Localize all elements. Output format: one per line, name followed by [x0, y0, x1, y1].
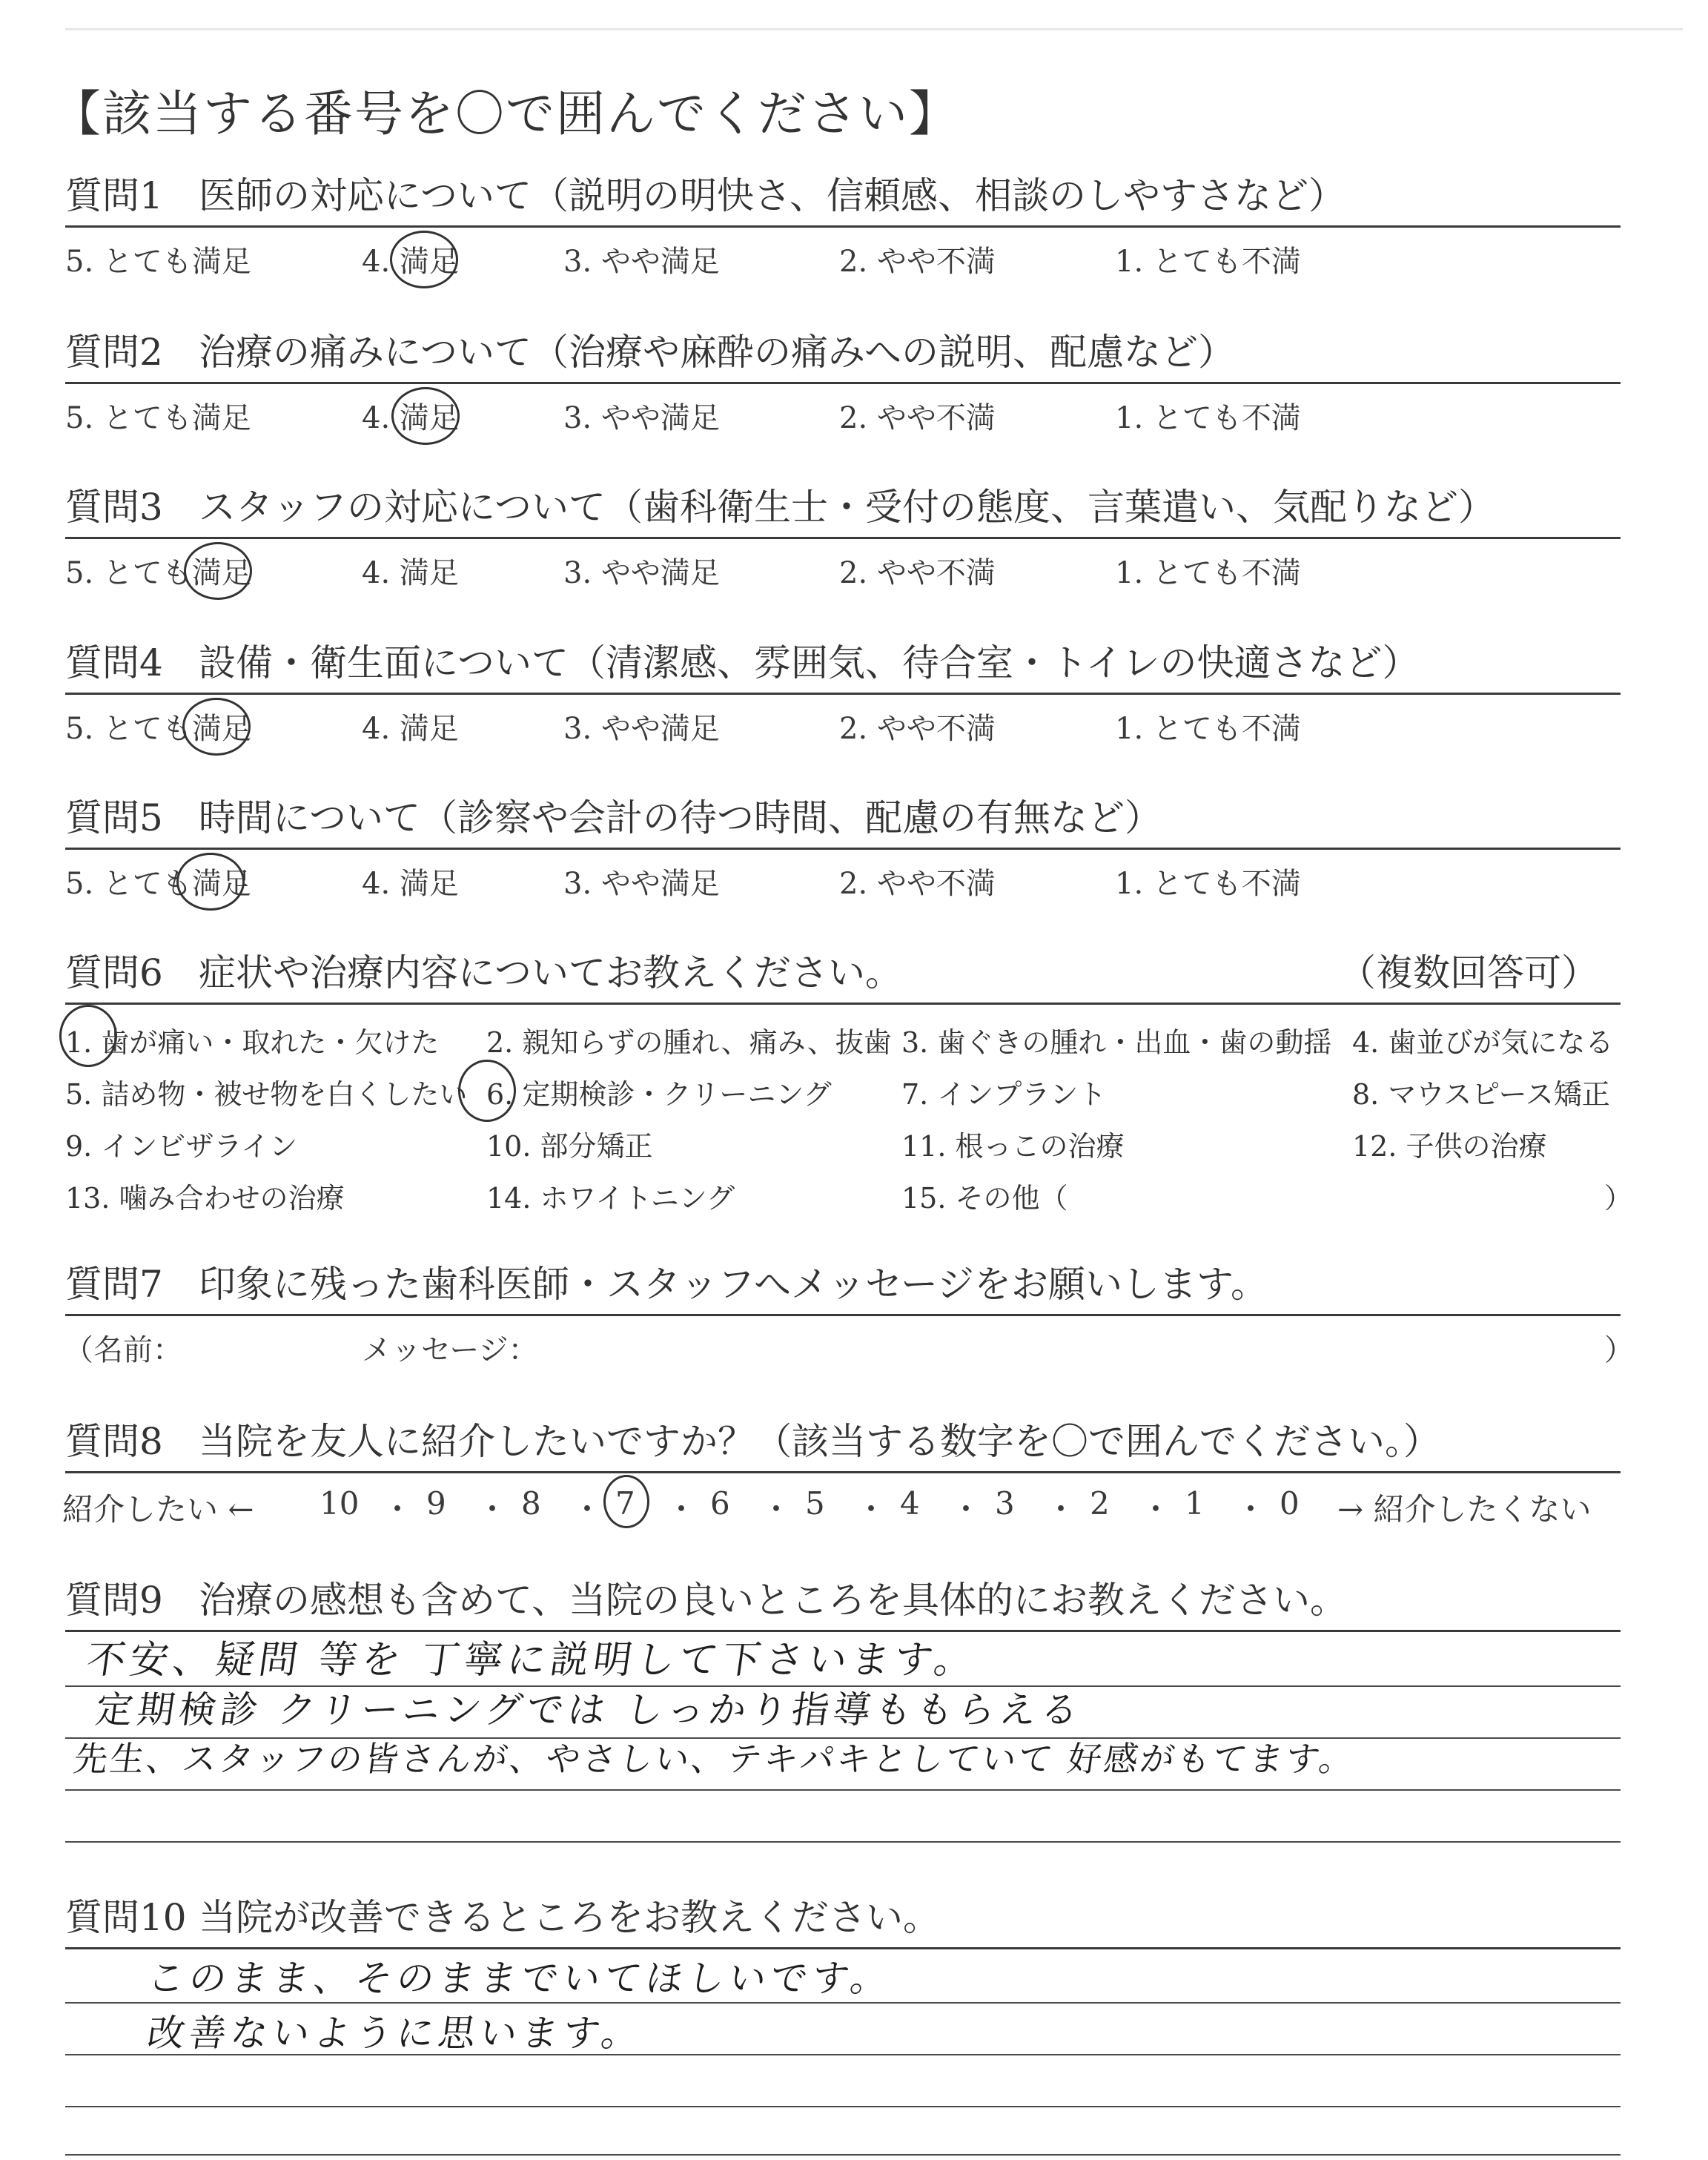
treatment-option[interactable]: 10. 部分矯正 — [486, 1130, 653, 1163]
question-number: 質問7 — [65, 1263, 163, 1306]
handwritten-circle-mark — [390, 231, 458, 288]
rating-options — [65, 384, 1621, 436]
option-5[interactable]: 5. とても満足 — [65, 245, 251, 279]
question-text: スタッフの対応について（歯科衛生士・受付の態度、言葉遣い、気配りなど） — [199, 486, 1495, 529]
page-heading: 【該当する番号を〇で囲んでください】 — [52, 85, 959, 142]
question-10 — [65, 1894, 1621, 1949]
handwritten-circle-mark — [184, 542, 252, 600]
question-6 — [65, 949, 1633, 1220]
scale-number[interactable]: 5 — [805, 1485, 825, 1522]
handwritten-circle-mark — [59, 1005, 117, 1067]
question-number: 質問4 — [65, 641, 163, 684]
question-5 — [65, 794, 1621, 902]
treatment-option[interactable]: 6. 定期検診・クリーニング — [486, 1078, 832, 1111]
option-5[interactable]: 5. とても満足 — [65, 867, 251, 901]
question-5-title — [65, 794, 1621, 843]
option-3[interactable]: 3. やや満足 — [563, 245, 720, 279]
answer-line — [65, 1841, 1621, 1843]
handwritten-circle-mark — [391, 387, 460, 445]
option-1[interactable]: 1. とても不満 — [1115, 401, 1301, 435]
treatment-option[interactable]: 12. 子供の治療 — [1352, 1130, 1547, 1163]
option-2[interactable]: 2. やや不満 — [839, 556, 996, 590]
scale-dot: ・ — [761, 1491, 792, 1527]
treatment-option[interactable]: 3. 歯ぐきの腫れ・出血・歯の動揺 — [901, 1026, 1332, 1059]
question-text: 症状や治療内容についてお教えください。 — [199, 951, 902, 994]
question-7 — [64, 1261, 1634, 1368]
option-2[interactable]: 2. やや不満 — [839, 712, 996, 746]
handwritten-answer-line: 先生、スタッフの皆さんが、やさしい、テキパキとしていて 好感がもてます。 — [70, 1739, 1359, 1779]
scale-number[interactable]: 7 — [615, 1485, 635, 1522]
option-3[interactable]: 3. やや満足 — [563, 401, 720, 435]
option-4[interactable]: 4. 満足 — [362, 712, 459, 746]
scale-dot: ・ — [1045, 1491, 1077, 1527]
question-9 — [65, 1576, 1621, 1632]
scale-dot: ・ — [950, 1491, 982, 1527]
question-8-title — [65, 1418, 1621, 1467]
question-1 — [65, 172, 1621, 280]
treatment-option[interactable]: 1. 歯が痛い・取れた・欠けた — [65, 1026, 440, 1059]
message-fields — [64, 1316, 1634, 1368]
treatment-option[interactable]: 11. 根っこの治療 — [901, 1130, 1125, 1163]
question-2 — [65, 328, 1621, 436]
option-4[interactable]: 4. 満足 — [362, 245, 459, 279]
scale-number[interactable]: 8 — [521, 1485, 541, 1522]
question-6-title — [65, 949, 1621, 998]
handwritten-answer-line: 不安、疑問 等を 丁寧に説明して下さいます。 — [84, 1638, 981, 1682]
question-text: 設備・衛生面について（清潔感、雰囲気、待合室・トイレの快適さなど） — [199, 641, 1420, 684]
question-7-title — [65, 1261, 1621, 1309]
scale-dot: ・ — [666, 1491, 698, 1527]
option-5[interactable]: 5. とても満足 — [65, 556, 251, 590]
question-9-title — [65, 1576, 1621, 1625]
scale-number[interactable]: 2 — [1090, 1485, 1110, 1522]
question-number: 質問5 — [65, 796, 163, 839]
scale-dot: ・ — [382, 1491, 414, 1527]
option-4[interactable]: 4. 満足 — [362, 556, 459, 590]
option-1[interactable]: 1. とても不満 — [1115, 712, 1301, 746]
scale-left-label: 紹介したい ← — [62, 1491, 254, 1527]
scale-dot: ・ — [572, 1491, 603, 1527]
recommend-scale — [62, 1473, 1621, 1533]
question-text: 治療の痛みについて（治療や麻酔の痛みへの説明、配慮など） — [199, 331, 1235, 374]
option-2[interactable]: 2. やや不満 — [839, 867, 996, 901]
option-5[interactable]: 5. とても満足 — [65, 401, 251, 435]
treatment-option[interactable]: 9. インビザライン — [65, 1130, 298, 1163]
question-8 — [62, 1418, 1621, 1533]
multiple-answers-note: （複数回答可） — [1339, 951, 1598, 994]
question-10-title — [65, 1894, 1621, 1943]
rating-options — [65, 228, 1621, 280]
rating-options — [65, 695, 1621, 747]
question-text: 時間について（診察や会計の待つ時間、配慮の有無など） — [199, 796, 1162, 839]
treatment-option[interactable]: 5. 詰め物・被せ物を白くしたい — [65, 1078, 468, 1111]
scale-right-label: → 紹介したくない — [1337, 1491, 1592, 1527]
question-number: 質問6 — [65, 951, 163, 994]
option-1[interactable]: 1. とても不満 — [1115, 867, 1301, 901]
question-3 — [65, 483, 1621, 591]
option-1[interactable]: 1. とても不満 — [1115, 556, 1301, 590]
handwritten-answer-line: 定期検診 クリーニングでは しっかり指導ももらえる — [93, 1688, 1086, 1731]
scale-dot: ・ — [1140, 1491, 1172, 1527]
message-close-paren: ） — [1604, 1333, 1634, 1367]
handwritten-circle-mark — [182, 698, 251, 756]
question-text: 当院を友人に紹介したいですか？（該当する数字を〇で囲んでください。） — [199, 1420, 1440, 1463]
scale-number[interactable]: 6 — [710, 1485, 730, 1522]
option-4[interactable]: 4. 満足 — [362, 867, 459, 901]
handwritten-answer-line: 改善ないように思います。 — [145, 2012, 646, 2055]
answer-line — [65, 2106, 1621, 2107]
scale-number[interactable]: 0 — [1280, 1485, 1300, 1522]
question-number: 質問9 — [65, 1579, 163, 1622]
name-label: （名前： — [64, 1333, 182, 1367]
question-4 — [65, 639, 1621, 747]
handwritten-circle-mark — [603, 1475, 649, 1528]
option-3[interactable]: 3. やや満足 — [563, 867, 720, 901]
scale-dot: ・ — [855, 1491, 887, 1527]
question-number: 質問2 — [65, 331, 163, 374]
treatment-option[interactable]: 15. その他（ — [901, 1182, 1068, 1215]
question-number: 質問10 — [65, 1896, 187, 1939]
question-1-title — [65, 172, 1621, 221]
treatment-option[interactable]: 2. 親知らずの腫れ、痛み、抜歯 — [486, 1026, 892, 1059]
option-2[interactable]: 2. やや不満 — [839, 401, 996, 435]
message-label: メッセージ： — [362, 1333, 538, 1367]
treatment-options-grid — [65, 1005, 1633, 1220]
rating-options — [65, 539, 1621, 591]
treatment-option[interactable]: 14. ホワイトニング — [486, 1182, 735, 1215]
rating-options — [65, 850, 1621, 902]
scale-dot: ・ — [1235, 1491, 1267, 1527]
option-2[interactable]: 2. やや不満 — [839, 245, 996, 279]
question-2-title — [65, 328, 1621, 377]
question-text: 医師の対応について（説明の明快さ、信頼感、相談のしやすさなど） — [199, 174, 1345, 217]
option-3[interactable]: 3. やや満足 — [563, 556, 720, 590]
handwritten-answer-line: このまま、そのままでいてほしいです。 — [145, 1957, 896, 2000]
question-3-title — [65, 483, 1621, 532]
treatment-option[interactable]: 13. 噛み合わせの治療 — [65, 1182, 345, 1215]
question-text: 印象に残った歯科医師・スタッフへメッセージをお願いします。 — [199, 1263, 1268, 1306]
answer-line — [65, 1789, 1621, 1791]
handwritten-circle-mark — [458, 1060, 516, 1122]
scale-number[interactable]: 3 — [995, 1485, 1015, 1522]
scale-number[interactable]: 9 — [426, 1485, 446, 1522]
handwritten-circle-mark — [176, 853, 245, 911]
option-4[interactable]: 4. 満足 — [362, 401, 459, 435]
scale-number[interactable]: 10 — [320, 1485, 360, 1522]
treatment-option[interactable]: 7. インプラント — [901, 1078, 1107, 1111]
scale-dot: ・ — [477, 1491, 509, 1527]
top-border — [65, 28, 1683, 30]
option-1[interactable]: 1. とても不満 — [1115, 245, 1301, 279]
question-number: 質問1 — [65, 174, 163, 217]
question-text: 当院が改善できるところをお教えください。 — [199, 1896, 940, 1939]
option-3[interactable]: 3. やや満足 — [563, 712, 720, 746]
treatment-option[interactable]: 8. マウスピース矯正 — [1352, 1078, 1610, 1111]
question-number: 質問3 — [65, 486, 163, 529]
question-text: 治療の感想も含めて、当院の良いところを具体的にお教えください。 — [199, 1579, 1347, 1622]
scale-number[interactable]: 1 — [1185, 1485, 1205, 1522]
question-number: 質問8 — [65, 1420, 163, 1463]
scale-number[interactable]: 4 — [900, 1485, 920, 1522]
answer-line — [65, 2154, 1621, 2156]
treatment-option[interactable]: 4. 歯並びが気になる — [1352, 1026, 1614, 1059]
other-close-paren: ） — [1604, 1182, 1633, 1215]
option-5[interactable]: 5. とても満足 — [65, 712, 251, 746]
question-4-title — [65, 639, 1621, 688]
